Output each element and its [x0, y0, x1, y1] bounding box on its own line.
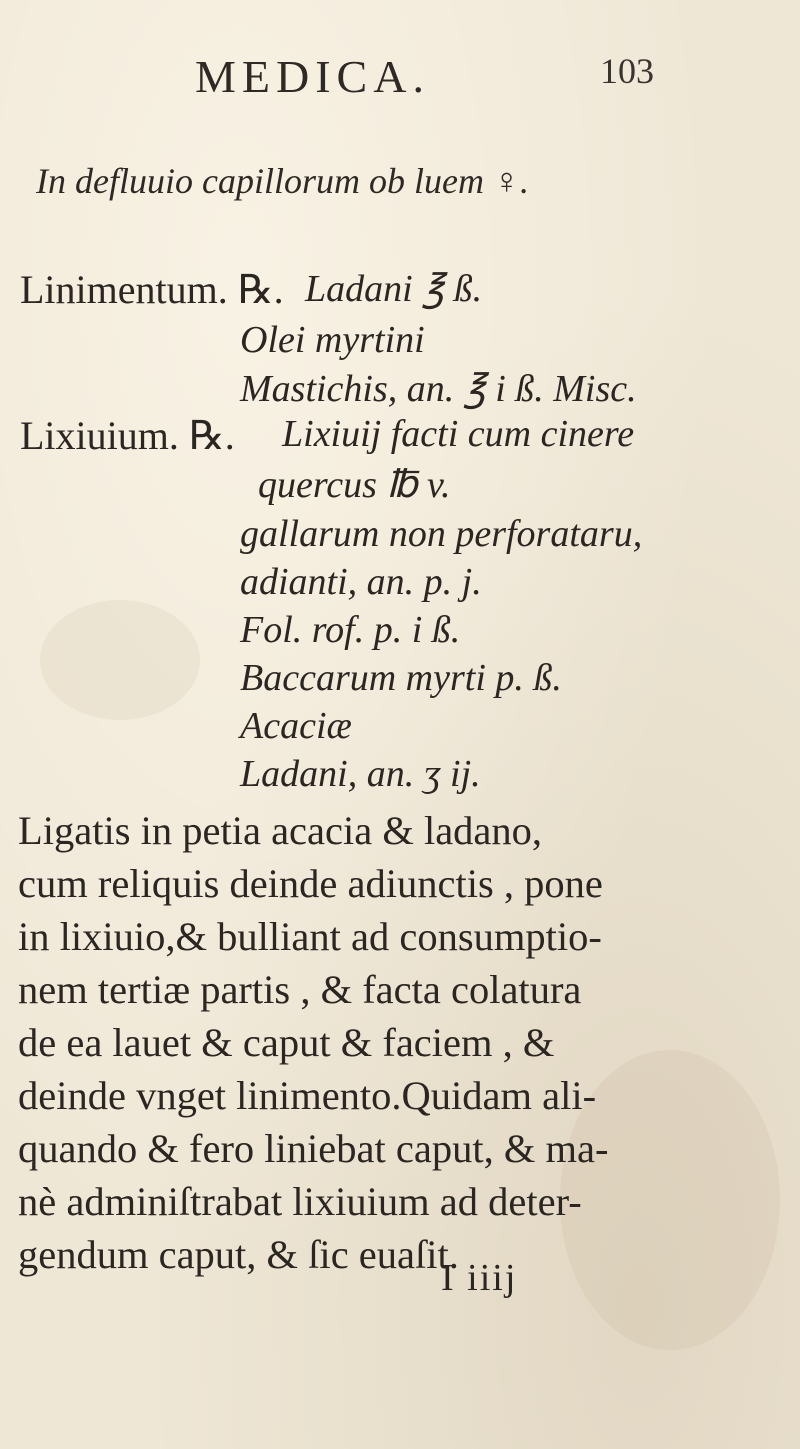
ingredient-line: Ladani ℥ ß. [305, 268, 483, 310]
text-line: deinde vnget linimento.Quidam ali- [18, 1073, 597, 1118]
section-title: In defluuio capillorum ob luem ♀. [36, 161, 529, 201]
ingredient-line: Ladani, an. ʒ ij. [240, 753, 481, 795]
ingredient-line: Olei myrtini [240, 319, 425, 361]
signature-mark: I iiij [441, 1257, 518, 1299]
ingredient-line: Fol. rof. p. i ß. [240, 609, 461, 651]
text-line: in lixiuio,& bulliant ad consumptio- [18, 914, 602, 959]
ingredient-line: adianti, an. p. j. [240, 561, 482, 603]
ingredient-line: Acaciæ [240, 705, 352, 747]
ingredient-line: Mastichis, an. ℥ i ß. Misc. [240, 368, 637, 410]
ingredient-line: quercus ℔ v. [258, 464, 451, 506]
ingredient-line: Baccarum myrti p. ß. [240, 657, 562, 699]
ingredient-line: gallarum non perforataru, [240, 513, 643, 555]
body-paragraph [18, 804, 788, 1281]
text-line: nè adminiſtrabat lixiuium ad deter- [18, 1179, 582, 1224]
text-line: de ea lauet & caput & faciem , & [18, 1020, 555, 1065]
paper-stain [40, 600, 200, 720]
ingredient-line: Lixiuij facti cum cinere [282, 413, 635, 455]
text-line: nem tertiæ partis , & facta colatura [18, 967, 582, 1012]
running-head: MEDICA. [195, 51, 430, 102]
text-line: cum reliquis deinde adiunctis , pone [18, 861, 603, 906]
text-line: quando & fero liniebat caput, & ma- [18, 1126, 609, 1171]
recipe-label-linimentum: Linimentum. ℞. [20, 267, 284, 312]
recipe-label-lixiuium: Lixiuium. ℞. [20, 413, 235, 458]
page-number: 103 [600, 51, 654, 91]
text-line: Ligatis in petia acacia & ladano, [18, 808, 543, 853]
text-line: gendum caput, & ſic euaſit. [18, 1232, 459, 1277]
